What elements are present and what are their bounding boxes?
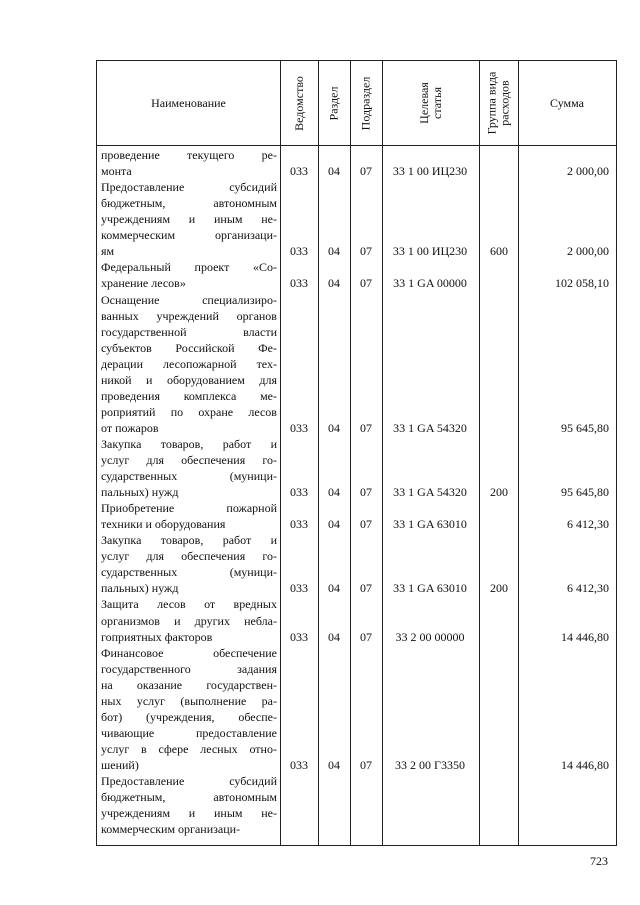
row-name-line: ных услуг (выполнение ра- xyxy=(101,693,277,708)
razdel-cell: 04 xyxy=(328,276,340,291)
row-name-line: чивающие предоставление xyxy=(101,725,277,740)
tselevaya-statya-cell: 33 1 GA 63010 xyxy=(393,581,467,596)
podrazdel-cell: 07 xyxy=(360,485,372,500)
row-name-line: государственной власти xyxy=(101,324,277,339)
summa-cell: 102 058,10 xyxy=(555,276,609,291)
podrazdel-cell: 07 xyxy=(360,276,372,291)
row-name-line: Предоставление субсидий xyxy=(101,180,277,195)
row-name-line: гоприятных факторов xyxy=(101,629,213,644)
row-name-line: услуг для обеспечения го- xyxy=(101,549,277,564)
row-name-line: дерации лесопожарной тех- xyxy=(101,356,277,371)
row-name-line: услуг для обеспечения го- xyxy=(101,452,277,467)
summa-cell: 6 412,30 xyxy=(567,517,609,532)
row-name-line: Финансовое обеспечение xyxy=(101,645,277,660)
razdel-cell: 04 xyxy=(328,629,340,644)
header-razdel: Раздел xyxy=(326,86,341,120)
row-name-line: Федеральный проект «Со- xyxy=(101,260,277,275)
podrazdel-cell: 07 xyxy=(360,164,372,178)
row-name-line: услуг в сфере лесных отно- xyxy=(101,741,277,756)
column-divider xyxy=(280,61,281,845)
podrazdel-cell: 07 xyxy=(360,420,372,435)
row-name-line: бот) (учреждения, обеспе- xyxy=(101,709,277,724)
row-name-line: учреждениям и иным не- xyxy=(101,212,277,227)
summa-cell: 95 645,80 xyxy=(561,485,609,500)
budget-table xyxy=(96,60,617,846)
tselevaya-statya-cell: 33 1 00 ИЦ230 xyxy=(392,244,468,259)
gruppa-vida-cell: 600 xyxy=(490,244,508,259)
razdel-cell: 04 xyxy=(328,420,340,435)
tselevaya-statya-cell: 33 1 00 ИЦ230 xyxy=(392,164,468,178)
row-name-line: проведения комплекса ме- xyxy=(101,388,277,403)
row-name-line: субъектов Российской Фе- xyxy=(101,340,277,355)
summa-cell: 95 645,80 xyxy=(561,420,609,435)
podrazdel-cell: 07 xyxy=(360,517,372,532)
row-name-line: пальных) нужд xyxy=(101,485,179,500)
header-podrazdel: Подраздел xyxy=(358,76,373,130)
row-name-line: шений) xyxy=(101,757,139,772)
header-divider xyxy=(97,145,616,146)
row-name-line: Приобретение пожарной xyxy=(101,501,277,516)
row-name-line: монта xyxy=(101,164,132,178)
header-tselevaya-statya: Целевая статья xyxy=(416,82,444,124)
tselevaya-statya-cell: 33 2 00 00000 xyxy=(395,629,465,644)
summa-cell: 6 412,30 xyxy=(567,581,609,596)
row-name-line: сударственных (муници- xyxy=(101,565,277,580)
row-name-line: роприятий по охране лесов xyxy=(101,404,277,419)
header-gruppa-vida-raskhodov: Группа вида расходов xyxy=(484,71,512,135)
vedomstvo-cell: 033 xyxy=(290,164,308,178)
razdel-cell: 04 xyxy=(328,581,340,596)
row-name-line: Закупка товаров, работ и xyxy=(101,533,277,548)
header-vedomstvo: Ведомство xyxy=(291,75,306,131)
gruppa-vida-cell: 200 xyxy=(490,581,508,596)
vedomstvo-cell: 033 xyxy=(290,276,308,291)
row-name-line: никой и оборудованием для xyxy=(101,372,277,387)
row-name-line: Закупка товаров, работ и xyxy=(101,436,277,451)
row-name-line: государственного задания xyxy=(101,661,277,676)
razdel-cell: 04 xyxy=(328,757,340,772)
razdel-cell: 04 xyxy=(328,244,340,259)
row-name-line: Оснащение специализиро- xyxy=(101,292,277,307)
razdel-cell: 04 xyxy=(328,164,340,178)
vedomstvo-cell: 033 xyxy=(290,517,308,532)
vedomstvo-cell: 033 xyxy=(290,244,308,259)
row-name-line: бюджетным, автономным xyxy=(101,790,277,804)
row-name-line: ванных учреждений органов xyxy=(101,308,277,323)
vedomstvo-cell: 033 xyxy=(290,420,308,435)
row-name-line: хранение лесов» xyxy=(101,276,186,291)
razdel-cell: 04 xyxy=(328,517,340,532)
vedomstvo-cell: 033 xyxy=(290,757,308,772)
column-divider xyxy=(479,61,480,845)
tselevaya-statya-cell: 33 1 GA 00000 xyxy=(393,276,467,291)
row-name-line: сударственных (муници- xyxy=(101,469,277,483)
row-name-line: техники и оборудования xyxy=(101,517,226,532)
vedomstvo-cell: 033 xyxy=(290,485,308,500)
gruppa-vida-cell: 200 xyxy=(490,485,508,500)
row-name-line: проведение текущего ре- xyxy=(101,148,277,162)
header-summa: Сумма xyxy=(550,95,584,110)
razdel-cell: 04 xyxy=(328,485,340,500)
tselevaya-statya-cell: 33 1 GA 63010 xyxy=(393,517,467,532)
row-name-line: ям xyxy=(101,244,115,259)
row-name-line: Предоставление субсидий xyxy=(101,774,277,788)
summa-cell: 14 446,80 xyxy=(561,629,609,644)
row-name-line: от пожаров xyxy=(101,420,159,435)
podrazdel-cell: 07 xyxy=(360,757,372,772)
row-name-line: пальных) нужд xyxy=(101,581,179,596)
tselevaya-statya-cell: 33 1 GA 54320 xyxy=(393,420,467,435)
podrazdel-cell: 07 xyxy=(360,629,372,644)
row-name-line: бюджетным, автономным xyxy=(101,196,277,211)
row-name-line: Защита лесов от вредных xyxy=(101,597,277,612)
summa-cell: 2 000,00 xyxy=(567,244,609,259)
row-name-line: учреждениям и иным не- xyxy=(101,806,277,821)
tselevaya-statya-cell: 33 2 00 Г3350 xyxy=(395,757,465,772)
row-name-line: на оказание государствен- xyxy=(101,677,277,692)
podrazdel-cell: 07 xyxy=(360,581,372,596)
page-number: 723 xyxy=(590,854,608,868)
row-name-line: коммерческим организаци- xyxy=(101,228,277,243)
vedomstvo-cell: 033 xyxy=(290,629,308,644)
tselevaya-statya-cell: 33 1 GA 54320 xyxy=(393,485,467,500)
vedomstvo-cell: 033 xyxy=(290,581,308,596)
summa-cell: 14 446,80 xyxy=(561,757,609,772)
summa-cell: 2 000,00 xyxy=(567,164,609,178)
row-name-line: организмов и других небла- xyxy=(101,613,277,628)
podrazdel-cell: 07 xyxy=(360,244,372,259)
row-name-line: коммерческим организаци- xyxy=(101,822,241,837)
header-name: Наименование xyxy=(151,95,226,110)
